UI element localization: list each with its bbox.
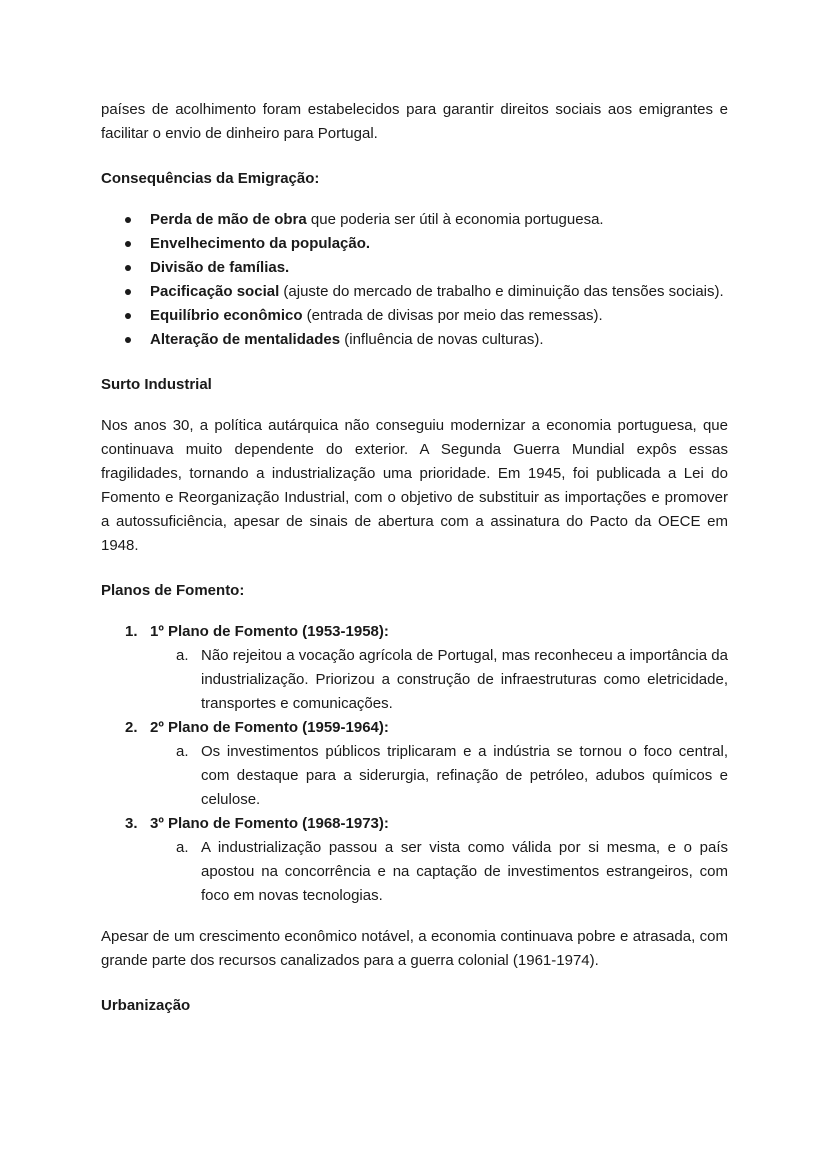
consequences-heading: Consequências da Emigração: — [101, 170, 320, 187]
list-item: Equilíbrio econômico (entrada de divisas por meio das remessas). — [101, 304, 728, 328]
plan-subitem: a. Não rejeitou a vocação agrícola de Portugal, mas reconheceu a importância da industrialização. Priorizou a construção de infraestruturas como eletricidade, transportes e comunicações. — [150, 644, 728, 716]
subitem-letter: a. — [176, 647, 189, 664]
surto-paragraph: Nos anos 30, a política autárquica não conseguiu modernizar a economia portuguesa, que continuava muito dependente do exterior. A Segunda Guerra Mundial expôs essas fragilidades, tornando a industrialização uma prioridade. Em 1945, foi publicada a Lei do Fomento e Reorganização Industrial, com o objetivo de substituir as importações e promover a autossuficiência, apesar de sinais de abertura com a assinatura do Pacto da OECE em 1948. — [101, 417, 728, 554]
subitem-letter: a. — [176, 839, 189, 856]
list-item: Envelhecimento da população. — [101, 232, 728, 256]
bullet-icon — [125, 289, 131, 295]
intro-paragraph: países de acolhimento foram estabelecidos para garantir direitos sociais aos emigrantes e facilitar o envio de dinheiro para Portugal. — [101, 101, 728, 142]
plan-subitem: a. Os investimentos públicos triplicaram e a indústria se tornou o foco central, com destaque para a siderurgia, refinação de petróleo, adubos químicos e celulose. — [150, 740, 728, 812]
planos-heading: Planos de Fomento: — [101, 582, 245, 599]
bullet-icon — [125, 337, 131, 343]
planos-list — [101, 620, 728, 908]
page-content — [101, 98, 728, 1018]
subitem-letter: a. — [176, 743, 189, 760]
bullet-icon — [125, 313, 131, 319]
bullet-icon — [125, 241, 131, 247]
plan-number: 1. — [125, 623, 138, 640]
plan-title: 1º Plano de Fomento (1953-1958): — [150, 623, 389, 640]
plan-subitem: a. A industrialização passou a ser vista como válida por si mesma, e o país apostou na concorrência e na captação de investimentos estrangeiros, com foco em novas tecnologias. — [150, 836, 728, 908]
consequences-list — [101, 208, 728, 352]
list-item: Perda de mão de obra que poderia ser útil à economia portuguesa. — [101, 208, 728, 232]
bullet-icon — [125, 217, 131, 223]
plan-item — [101, 620, 728, 716]
urbanizacao-heading: Urbanização — [101, 997, 191, 1014]
plan-title: 3º Plano de Fomento (1968-1973): — [150, 815, 389, 832]
plan-number: 3. — [125, 815, 138, 832]
list-item: Divisão de famílias. — [101, 256, 728, 280]
plan-item — [101, 812, 728, 908]
list-item: Alteração de mentalidades (influência de novas culturas). — [101, 328, 728, 352]
plan-item — [101, 716, 728, 812]
planos-closing-paragraph: Apesar de um crescimento econômico notável, a economia continuava pobre e atrasada, com grande parte dos recursos canalizados para a guerra colonial (1961-1974). — [101, 928, 728, 969]
list-item: Pacificação social (ajuste do mercado de trabalho e diminuição das tensões sociais). — [101, 280, 728, 304]
bullet-icon — [125, 265, 131, 271]
plan-title: 2º Plano de Fomento (1959-1964): — [150, 719, 389, 736]
surto-heading: Surto Industrial — [101, 376, 212, 393]
plan-number: 2. — [125, 719, 138, 736]
